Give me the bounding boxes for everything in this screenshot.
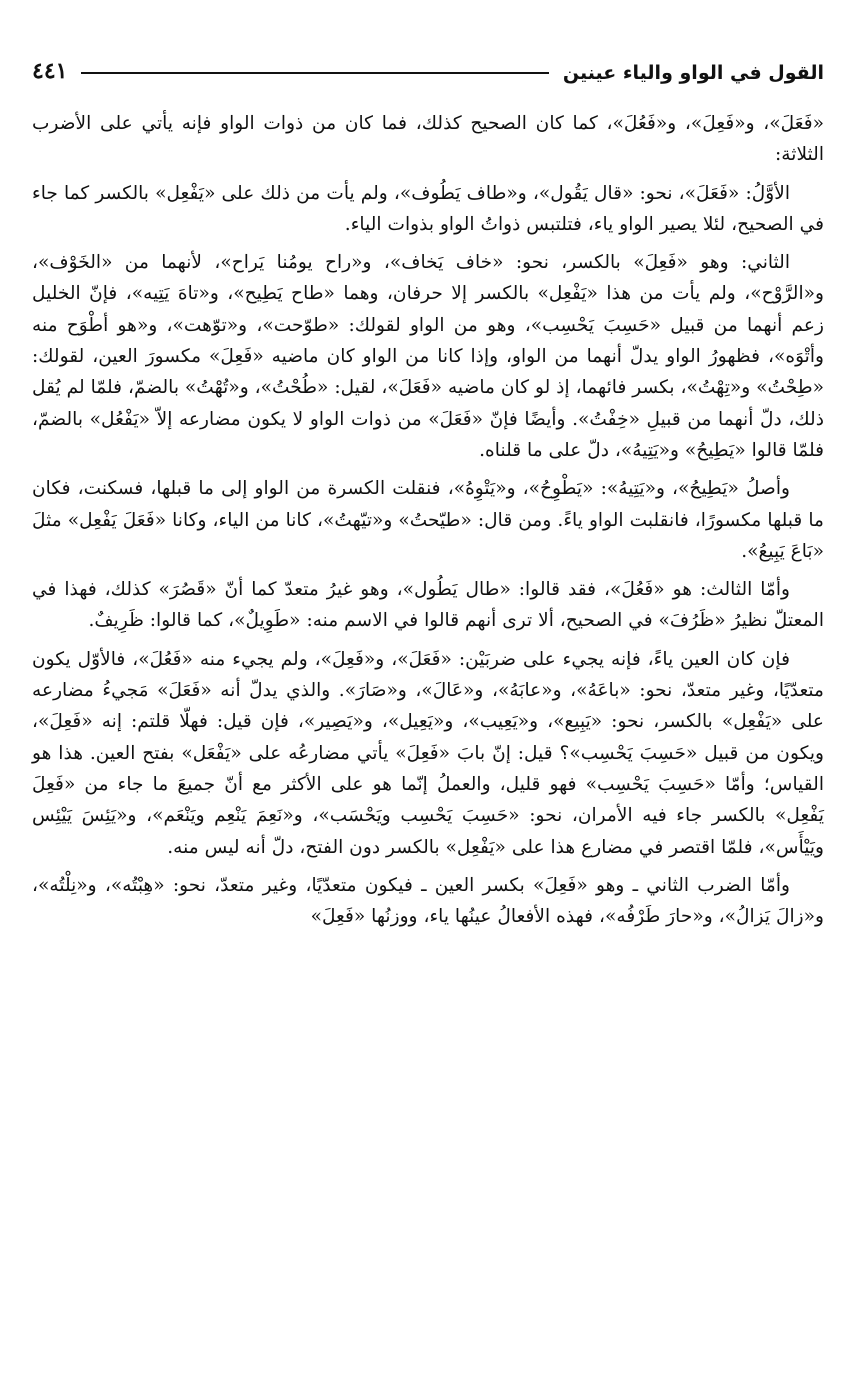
body-text <box>32 108 824 932</box>
book-page <box>32 40 824 939</box>
paragraph: وأصلُ «يَطِيحُ»، و«يَتِيهُ»: «يَطْوِحُ»، و«يَتْوِهُ»، فنقلت الكسرة من الواو إلى ما قبلها، فسكنت، فكان ما قبلها مكسورًا، فانقلبت الواو ياءً. ومن قال: «طيّحتُ» و«تيّهتُ»، كانا من الياء، وكانا «فَعَلَ يَفْعِل» مثلَ «بَاعَ يَبِيعُ». <box>32 478 824 562</box>
paragraph: فإن كان العين ياءً، فإنه يجيء على ضربَيْن: «فَعَلَ»، و«فَعِلَ»، ولم يجيء منه «فَعُلَ»، فالأوّل يكون متعدّيًا، وغير متعدّ، نحو: «باعَهُ»، و«عابَهُ»، و«عَالَ»، و«صَارَ». والذي يدلّ أنه «فَعَلَ» مَجيءُ مضارعه على «يَفْعِل» بالكسر، نحو: «يَبِيع»، و«يَعِيب»، و«يَعِيل»، و«يَصِير»، فإن قيل: فهلّا قلتم: إنه «فَعِلَ»، ويكون من قبيل «حَسِبَ يَحْسِب»؟ قيل: إنّ بابَ «فَعِلَ» يأتي مضارعُه على «يَفْعَل» بفتح العين. هذا هو القياس؛ وأمّا «حَسِبَ يَحْسِب» فهو قليل، والعملُ إنّما هو على الأكثر مع أنّ جميعَ ما جاء من «فَعِلَ يَفْعِل» بالكسر جاء فيه الأمران، نحو: «حَسِبَ يَحْسِب ويَحْسَب»، و«نَعِمَ يَنْعِم ويَنْعَم»، و«يَئِسَ يَيْئِس ويَيْأَس»، فلمّا اقتصر في مضارع هذا على «يَفْعِل» بالكسر دون الفتح، دلّ أنه ليس منه. <box>32 648 824 858</box>
paragraph: «فَعَلَ»، و«فَعِلَ»، و«فَعُلَ»، كما كان الصحيح كذلك، فما كان من ذوات الواو فإنه يأتي على الأضرب الثلاثة: <box>32 113 824 166</box>
paragraph: الثاني: وهو «فَعِلَ» بالكسر، نحو: «خاف يَخاف»، و«راح يومُنا يَراح»، لأنهما من «الخَوْف»، و«الرَّوْح»، ولم يأت من هذا «يَفْعِل» بالكسر إلا حرفان، وهما «طاح يَطِيح»، و«تاهَ يَتِيه»، فإنّ الخليل زعم أنهما من قبيل «حَسِبَ يَحْسِب»، وهو من الواو لقولك: «طوّحت»، و«توّهت»، و«هو أطْوَح منه وأتْوَه»، فظهورُ الواو يدلّ أنهما من الواو، وإذا كانا من الواو كان ماضيه «فَعِلَ» مكسورَ العين، لقولك: «طِحْتُ» و«تِهْتُ»، بكسر فائهما، إذ لو كان ماضيه «فَعَلَ»، لقيل: «طُحْتُ»، و«تُهْتُ» بالضمّ، فلمّا لم يُقل ذلك، دلّ أنهما من قبيلِ «خِفْتُ». وأيضًا فإنّ «فَعَلَ» من ذوات الواو لا يكون مضارعه إلاّ «يَفْعُل» بالضمّ، فلمّا قالوا «يَطِيحُ» و«يَتِيهُ»، دلّ على ما قلناه. <box>32 252 824 461</box>
page-number: ٤٤١ <box>32 58 68 84</box>
paragraph: وأمّا الثالث: هو «فَعُلَ»، فقد قالوا: «طال يَطُول»، وهو غيرُ متعدّ كما أنّ «قَصُرَ» كذلك، فهذا في المعتلّ نظيرُ «ظَرُفَ» في الصحيح، ألا ترى أنهم قالوا في الاسم منه: «طَوِيلٌ»، كما قالوا: ظَرِيفٌ. <box>32 579 824 632</box>
paragraph: الأوَّلُ: «فَعَلَ»، نحو: «قال يَقُول»، و«طاف يَطُوف»، ولم يأت من ذلك على «يَفْعِل» بالكسر كما جاء في الصحيح، لئلا يصير الواو ياء، فتلتبس ذواتُ الواو بذوات الياء. <box>32 182 824 235</box>
running-title: القول في الواو والياء عينين <box>562 62 824 84</box>
page-header <box>32 40 824 84</box>
paragraph: وأمّا الضرب الثاني ـ وهو «فَعِلَ» بكسر العين ـ فيكون متعدّيًا، وغير متعدّ، نحو: «هِبْتُه»، و«نِلْتُه»، و«زالَ يَزالُ»، و«حارَ طَرْفُه»، فهذه الأفعالُ عينُها ياء، ووزنُها «فَعِلَ» <box>32 874 824 928</box>
header-rule <box>81 72 548 74</box>
